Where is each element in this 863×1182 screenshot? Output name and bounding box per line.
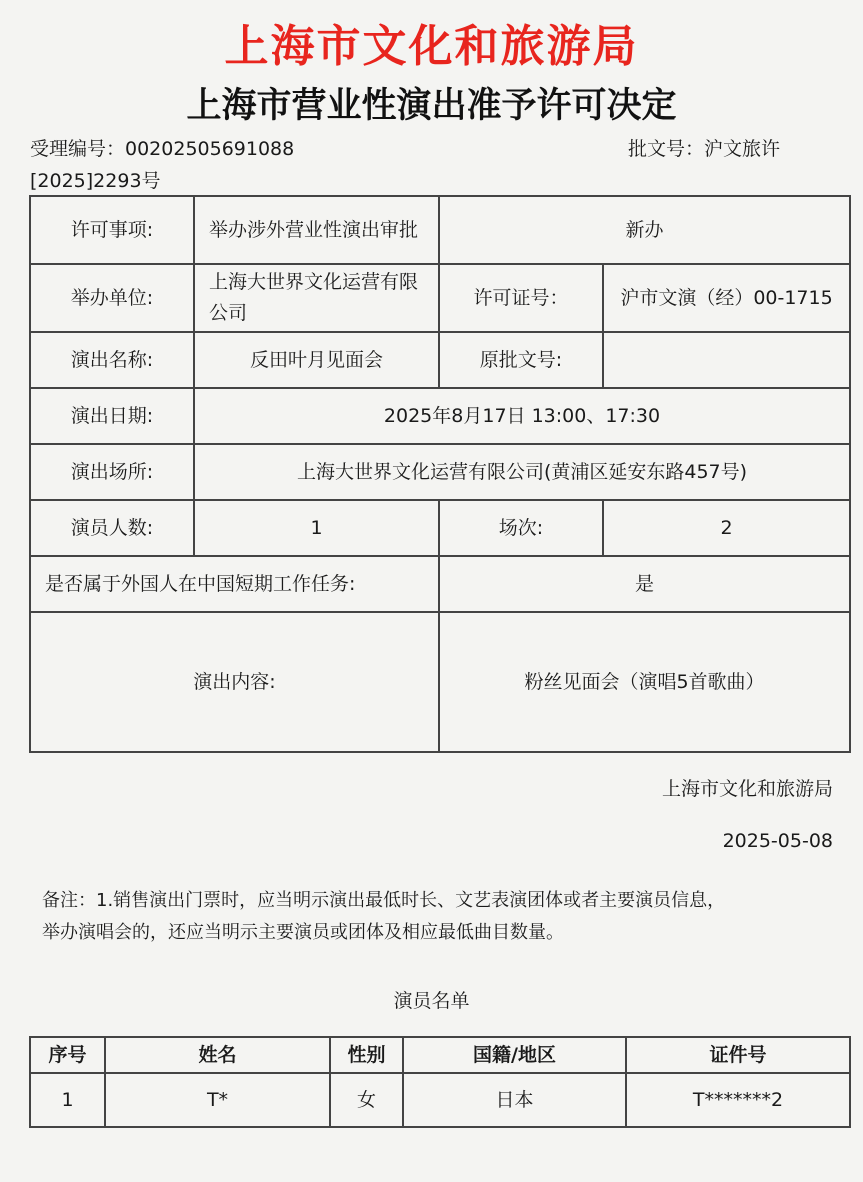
content-label: 演出内容:	[30, 612, 439, 752]
show-name-value: 反田叶月见面会	[194, 332, 439, 388]
content-value: 粉丝见面会（演唱5首歌曲）	[439, 612, 850, 752]
performers-label: 演员人数:	[30, 500, 194, 556]
organizer-label: 举办单位:	[30, 264, 194, 332]
foreign-task-label: 是否属于外国人在中国短期工作任务:	[30, 556, 439, 612]
roster-header-gender: 性别	[330, 1037, 403, 1073]
roster-cell-id: T*******2	[626, 1073, 850, 1127]
roster-header-seq: 序号	[30, 1037, 105, 1073]
document-title: 上海市营业性演出准予许可决定	[186, 86, 677, 126]
roster-title: 演员名单	[393, 990, 470, 1012]
date-value: 2025年8月17日 13:00、17:30	[194, 388, 850, 444]
organizer-value: 上海大世界文化运营有限公司	[194, 264, 439, 332]
item-type: 新办	[439, 196, 850, 264]
roster-cell-gender: 女	[330, 1073, 403, 1127]
venue-value: 上海大世界文化运营有限公司(黄浦区延安东路457号)	[194, 444, 850, 500]
roster-cell-name: T*	[105, 1073, 330, 1127]
foreign-task-value: 是	[439, 556, 850, 612]
sessions-value: 2	[603, 500, 850, 556]
signature-agency: 上海市文化和旅游局	[661, 778, 833, 800]
table-row	[30, 1073, 850, 1127]
item-label: 许可事项:	[30, 196, 194, 264]
show-name-label: 演出名称:	[30, 332, 194, 388]
orig-approval-value	[603, 332, 850, 388]
roster-cell-seq: 1	[30, 1073, 105, 1127]
venue-label: 演出场所:	[30, 444, 194, 500]
orig-approval-label: 原批文号:	[439, 332, 603, 388]
date-label: 演出日期:	[30, 388, 194, 444]
acceptance-number: 受理编号：00202505691088	[30, 138, 295, 160]
item-value: 举办涉外营业性演出审批	[194, 196, 439, 264]
roster-cell-nationality: 日本	[403, 1073, 626, 1127]
note-line-1: 备注：1.销售演出门票时，应当明示演出最低时长、文艺表演团体或者主要演员信息，	[42, 890, 726, 911]
approval-number: 批文号：沪文旅许	[628, 138, 781, 160]
roster-table	[29, 1036, 851, 1128]
note-line-2: 举办演唱会的，还应当明示主要演员或团体及相应最低曲目数量。	[42, 922, 564, 943]
roster-header-nationality: 国籍/地区	[403, 1037, 626, 1073]
approval-number-cont: [2025]2293号	[30, 170, 161, 192]
license-label: 许可证号：	[439, 264, 603, 332]
agency-header: 上海市文化和旅游局	[224, 21, 639, 72]
roster-header-name: 姓名	[105, 1037, 330, 1073]
license-value: 沪市文演（经）00-1715	[603, 264, 850, 332]
signature-date: 2025-05-08	[722, 830, 833, 852]
roster-header-id: 证件号	[626, 1037, 850, 1073]
permit-table	[29, 195, 851, 753]
performers-value: 1	[194, 500, 439, 556]
sessions-label: 场次:	[439, 500, 603, 556]
